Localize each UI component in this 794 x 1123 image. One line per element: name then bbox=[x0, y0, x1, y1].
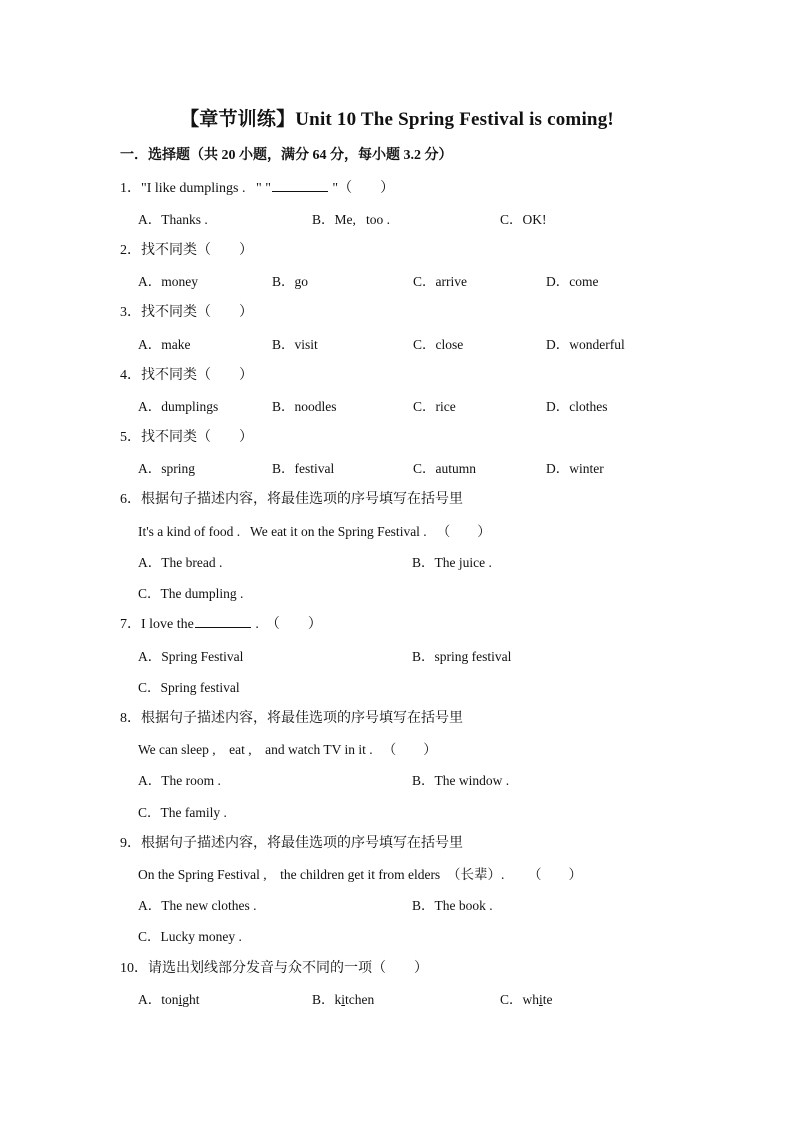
word-part: k bbox=[334, 992, 342, 1007]
question-5-option-b: B．festival bbox=[272, 461, 335, 476]
question-9-sentence: On the Spring Festival , the children get it from elders （长辈）. （ ） bbox=[138, 867, 582, 882]
word-part: tchen bbox=[345, 992, 375, 1007]
question-9-option-b: B．The book . bbox=[412, 898, 493, 913]
question-6-stem: 6．根据句子描述内容，将最佳选项的序号填写在括号里 bbox=[120, 492, 463, 507]
question-6-option-c: C．The dumpling . bbox=[138, 586, 244, 601]
word-part: ght bbox=[182, 992, 200, 1007]
question-2-option-b: B．go bbox=[272, 274, 309, 289]
question-3-option-d: D．wonderful bbox=[546, 337, 625, 352]
word-part: te bbox=[542, 992, 553, 1007]
question-6-sentence: It's a kind of food . We eat it on the Spring Festival . （ ） bbox=[138, 524, 491, 539]
underlined-letter: i bbox=[539, 992, 543, 1007]
question-2-stem: 2．找不同类（ ） bbox=[120, 243, 253, 258]
question-7-option-c: C．Spring festival bbox=[138, 680, 240, 695]
question-9-option-c: C．Lucky money . bbox=[138, 929, 242, 944]
question-1-option-c: C．OK! bbox=[500, 212, 547, 227]
question-8-sentence: We can sleep , eat , and watch TV in it . （ ） bbox=[138, 742, 437, 757]
question-4-stem: 4．找不同类（ ） bbox=[120, 368, 253, 383]
question-10-option-a bbox=[138, 988, 200, 1008]
question-5-option-d: D．winter bbox=[546, 461, 604, 476]
question-1-option-a: A．Thanks . bbox=[138, 212, 208, 227]
question-10-stem: 10．请选出划线部分发音与众不同的一项（ ） bbox=[120, 961, 428, 976]
question-10-option-c bbox=[500, 988, 553, 1008]
question-2-option-d: D．come bbox=[546, 274, 599, 289]
word-part: ton bbox=[161, 992, 179, 1007]
question-10-option-b bbox=[312, 988, 374, 1008]
page-title: 【章节训练】Unit 10 The Spring Festival is coming! bbox=[180, 109, 614, 130]
question-4-option-d: D．clothes bbox=[546, 399, 608, 414]
question-7-text-end: . （ ） bbox=[251, 617, 322, 632]
underlined-letter: i bbox=[341, 992, 346, 1007]
question-8-option-c: C．The family . bbox=[138, 805, 227, 820]
answer-blank bbox=[272, 179, 328, 192]
question-6-option-a: A．The bread . bbox=[138, 555, 223, 570]
question-6-option-b: B．The juice . bbox=[412, 555, 492, 570]
question-9-option-a: A．The new clothes . bbox=[138, 898, 257, 913]
question-1-option-b: B．Me, too . bbox=[312, 212, 391, 227]
question-4-option-b: B．noodles bbox=[272, 399, 337, 414]
question-5-option-a: A．spring bbox=[138, 461, 195, 476]
question-3-stem: 3．找不同类（ ） bbox=[120, 305, 253, 320]
option-letter: C． bbox=[500, 992, 523, 1007]
question-4-option-a: A．dumplings bbox=[138, 399, 219, 414]
question-8-option-a: A．The room . bbox=[138, 773, 221, 788]
question-1-text: 1．"I like dumplings . " " bbox=[120, 181, 271, 196]
section-heading: 一．选择题（共 20 小题，满分 64 分，每小题 3.2 分） bbox=[120, 148, 453, 163]
question-1-text-end: "（ ） bbox=[328, 181, 395, 196]
question-7-option-b: B．spring festival bbox=[412, 649, 512, 664]
question-3-option-a: A．make bbox=[138, 337, 191, 352]
question-3-option-c: C．close bbox=[413, 337, 464, 352]
question-2-option-c: C．arrive bbox=[413, 274, 467, 289]
word-part: wh bbox=[522, 992, 540, 1007]
question-5-stem: 5．找不同类（ ） bbox=[120, 430, 253, 445]
question-8-stem: 8．根据句子描述内容，将最佳选项的序号填写在括号里 bbox=[120, 711, 463, 726]
question-7-option-a: A．Spring Festival bbox=[138, 649, 244, 664]
question-8-option-b: B．The window . bbox=[412, 773, 510, 788]
question-1-stem bbox=[120, 177, 394, 197]
question-3-option-b: B．visit bbox=[272, 337, 318, 352]
question-7-text: 7．I love the bbox=[120, 617, 194, 632]
question-7-stem bbox=[120, 613, 322, 633]
option-letter: A． bbox=[138, 992, 162, 1007]
answer-blank bbox=[195, 615, 251, 628]
question-2-option-a: A．money bbox=[138, 274, 198, 289]
option-letter: B． bbox=[312, 992, 335, 1007]
question-5-option-c: C．autumn bbox=[413, 461, 476, 476]
underlined-letter: i bbox=[178, 992, 183, 1007]
question-4-option-c: C．rice bbox=[413, 399, 456, 414]
question-9-stem: 9．根据句子描述内容，将最佳选项的序号填写在括号里 bbox=[120, 836, 463, 851]
